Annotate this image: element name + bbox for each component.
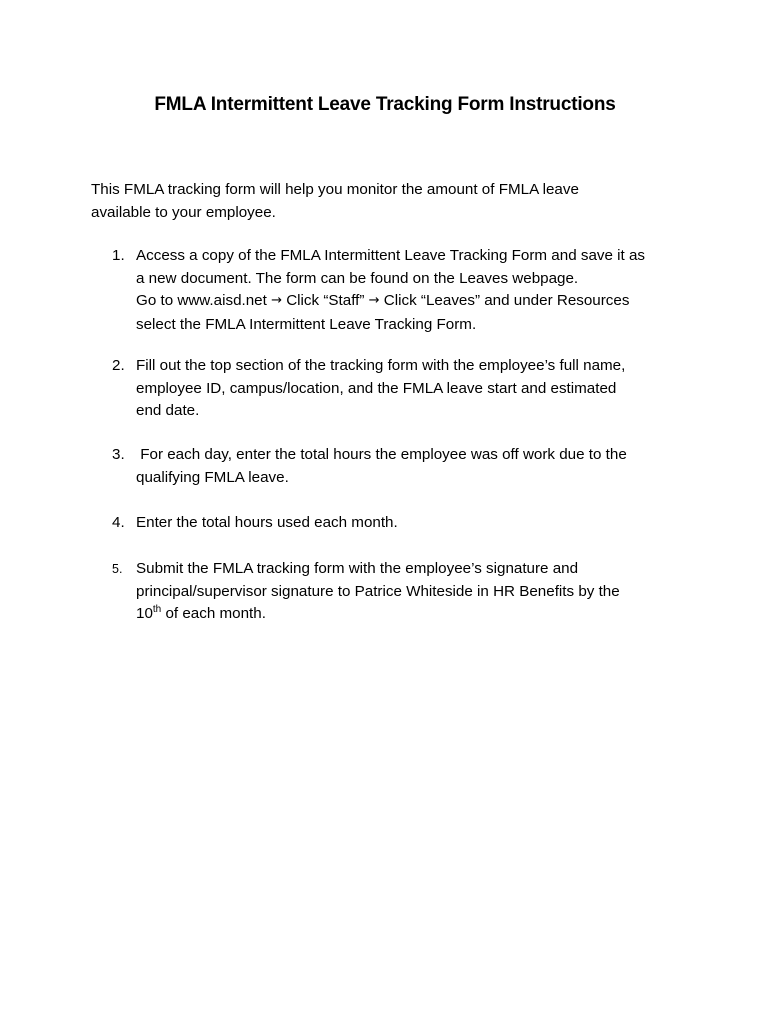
intro-paragraph <box>91 179 691 224</box>
step-2 <box>112 355 692 423</box>
step-2-line-1: Fill out the top section of the tracking form with the employee’s full name, <box>136 357 626 374</box>
step-1-text <box>136 245 692 336</box>
arrow-right-icon: → <box>368 293 380 308</box>
step-1 <box>112 245 692 336</box>
document-title: FMLA Intermittent Leave Tracking Form Instructions <box>154 94 616 115</box>
step-2-number: 2. <box>112 357 125 374</box>
step-1-line-3 <box>136 290 692 314</box>
step-3-line-2: qualifying FMLA leave. <box>136 468 289 486</box>
step-1-line-1: Access a copy of the FMLA Intermittent Leave Tracking Form and save it as <box>136 247 646 264</box>
day-number: 10 <box>136 605 153 622</box>
step-5-number: 5. <box>112 562 123 576</box>
step-5-text <box>136 558 692 626</box>
click-leaves-text: Click “Leaves” and under Resources <box>383 292 630 309</box>
step-1-line-2: a new document. The form can be found on the Leaves webpage. <box>136 269 579 287</box>
step-5 <box>112 558 692 626</box>
step-2-line-2: employee ID, campus/location, and the FMLA leave start and estimated <box>136 379 617 397</box>
step-1-line-4: select the FMLA Intermittent Leave Tracking Form. <box>136 315 477 333</box>
step-3 <box>112 444 692 489</box>
intro-line-2: available to your employee. <box>91 203 276 221</box>
ordinal-suffix: th <box>152 603 162 615</box>
step-1-number: 1. <box>112 247 125 264</box>
step-2-text <box>136 355 692 423</box>
step-4 <box>112 512 692 535</box>
website-url-text: Go to www.aisd.net <box>136 292 267 309</box>
click-staff-text: Click “Staff” <box>286 292 365 309</box>
of-each-month-text: of each month. <box>161 605 266 622</box>
step-3-text <box>136 444 692 489</box>
step-3-line-1: For each day, enter the total hours the employee was off work due to the <box>136 446 627 463</box>
intro-line-1: This FMLA tracking form will help you monitor the amount of FMLA leave <box>91 181 579 198</box>
step-5-line-3 <box>136 603 692 626</box>
step-5-line-2: principal/supervisor signature to Patrice Whiteside in HR Benefits by the <box>136 582 620 600</box>
step-5-line-1: Submit the FMLA tracking form with the employee’s signature and <box>136 560 579 577</box>
step-4-line-1: Enter the total hours used each month. <box>136 514 398 531</box>
step-4-text <box>136 512 692 535</box>
step-2-line-3: end date. <box>136 402 200 419</box>
step-3-number: 3. <box>112 446 125 463</box>
arrow-right-icon: → <box>271 293 282 308</box>
step-4-number: 4. <box>112 514 125 531</box>
